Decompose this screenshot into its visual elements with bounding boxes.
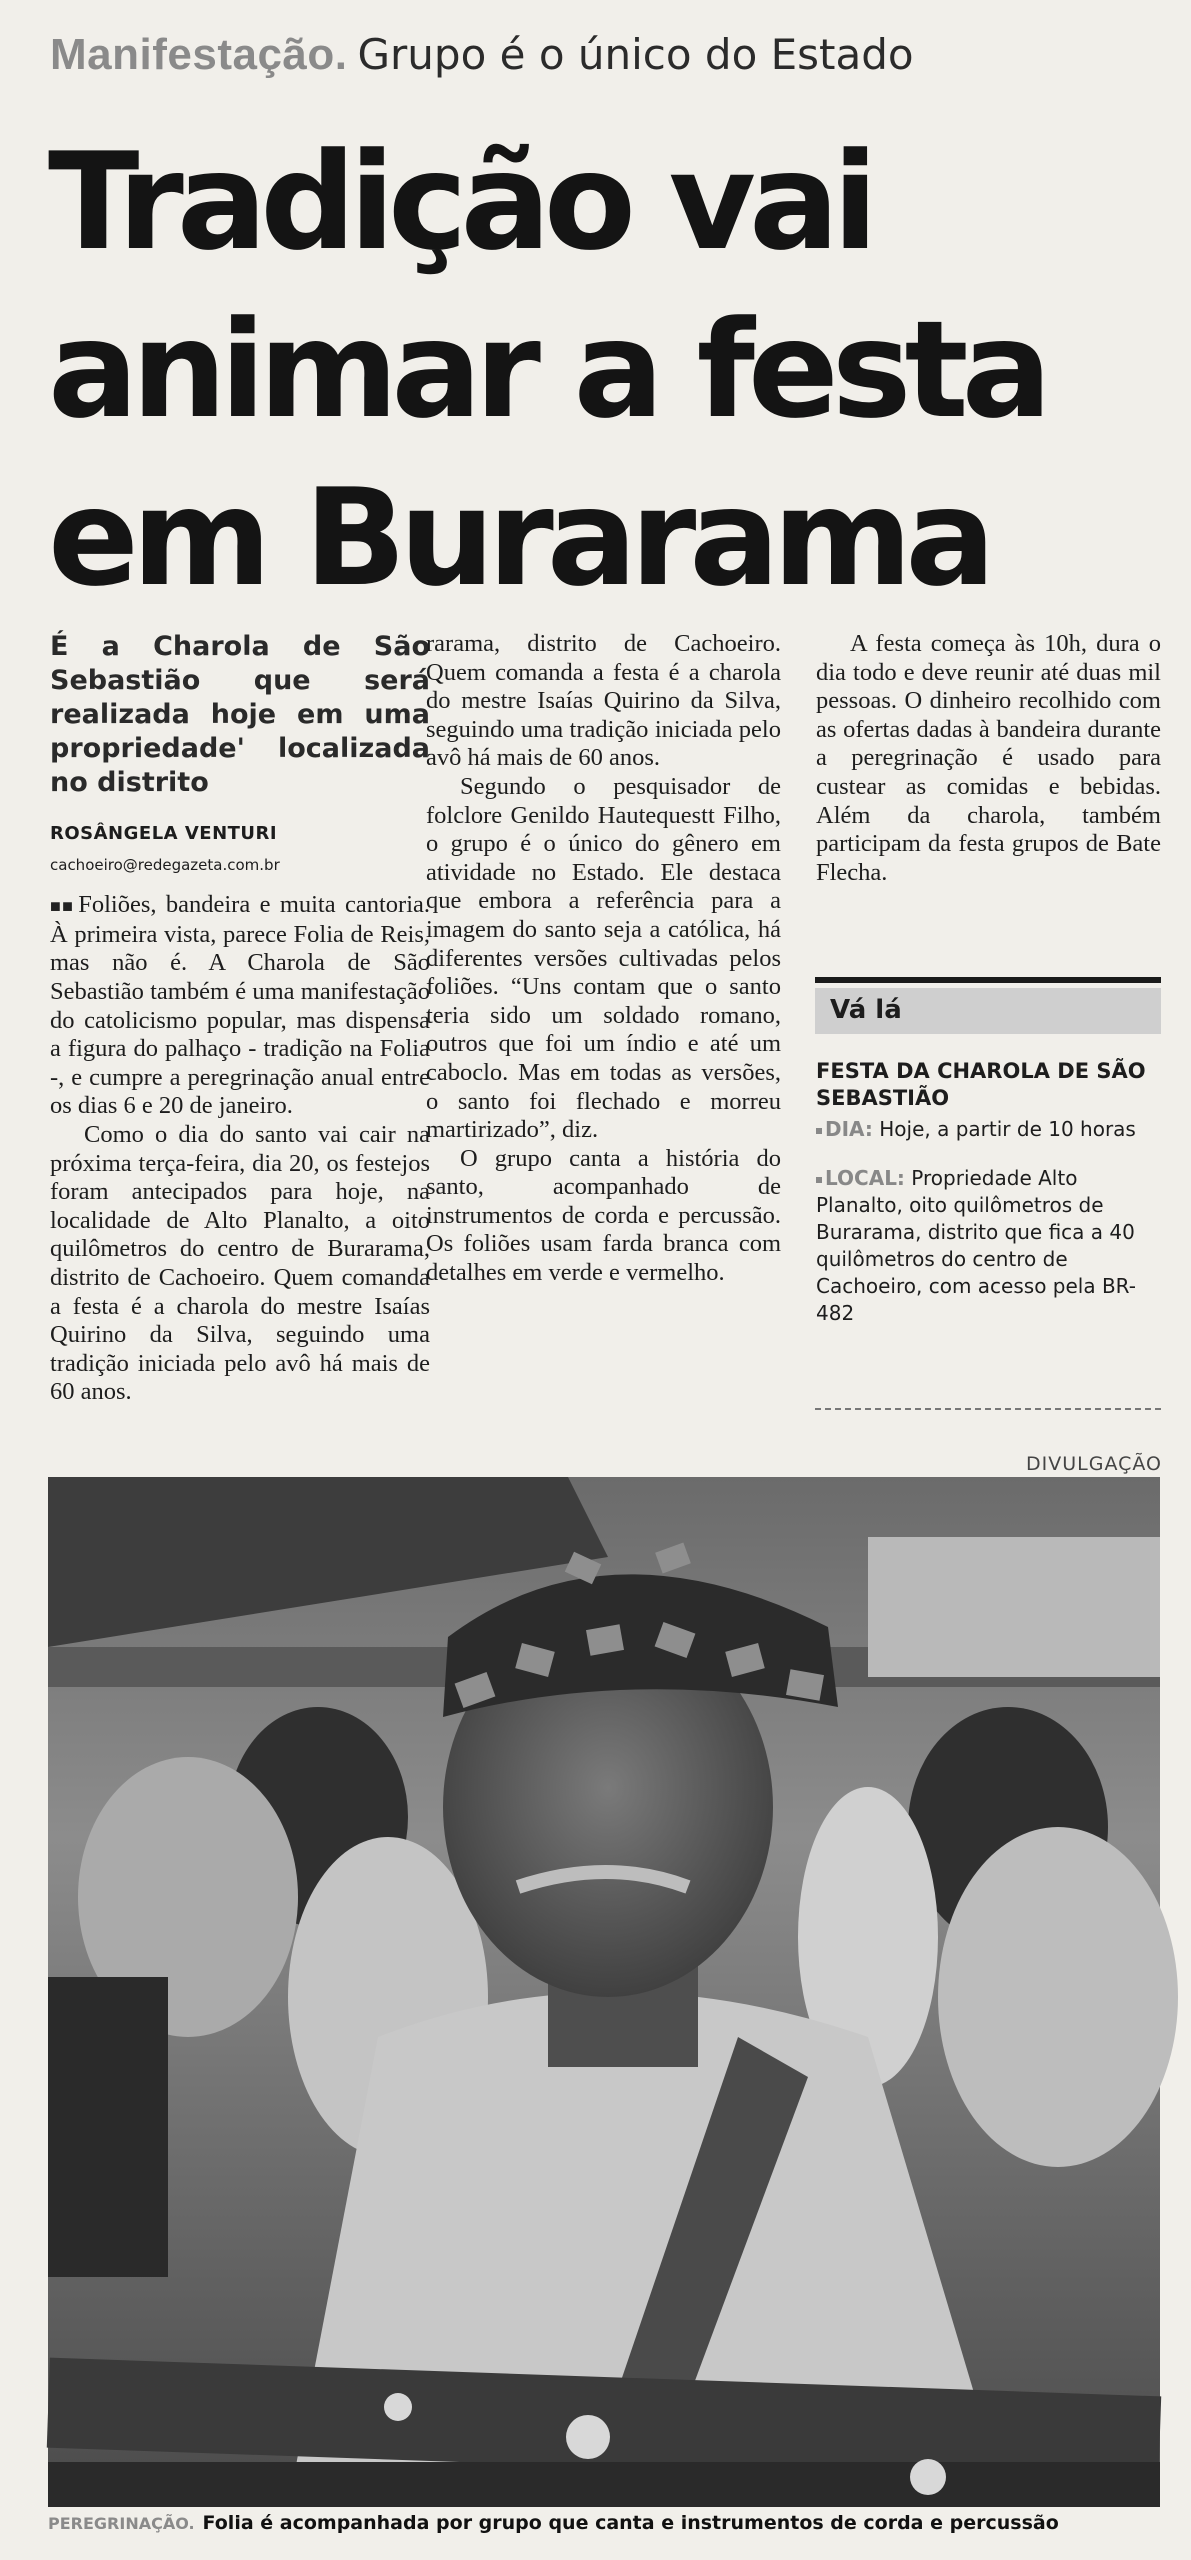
location-label: LOCAL: [825,1166,905,1190]
location-text: Propriedade Alto Planalto, oito quilômetros de Burarama, distrito que fica a 40 quilômetros do centro de Cachoeiro, com acesso pela BR-482 [816,1166,1136,1325]
deck: É a Charola de São Sebastião que será realizada hoje em uma propriedade' localizada no distrito [50,631,430,798]
square-bullet-icon [816,1177,822,1183]
headline [48,118,1158,622]
caption-text: Folia é acompanhada por grupo que canta e instrumentos de corda e percussão [202,2512,1059,2534]
photo-image [48,1477,1160,2507]
article-column-2 [426,630,781,1288]
byline-author: ROSÂNGELA VENTURI [50,823,278,844]
date-label: DIA: [825,1117,873,1141]
paragraph: Segundo o pesquisador de folclore Genildo Hautequestt Filho, o grupo é o único do gênero em atividade no Estado. Ele destaca que embora a referência para a imagem do santo seja a católica, há diferentes versões cultivadas pelos foliões. “Uns contam que o santo teria sido um soldado romano, outros que foi um índio e até um caboclo. Mas em todas as versões, o santo foi flechado e morreu martirizado”, diz. [426,772,781,1144]
box-title: Vá lá [830,995,902,1025]
event-date [816,1116,1161,1143]
paragraph-bullets-icon: ■■ [50,896,75,917]
article-column-1 [50,630,430,1406]
headline-line: animar a festa [48,292,1046,448]
box-rule [815,977,1161,983]
kicker-text: Grupo é o único do Estado [357,30,914,79]
event-name: FESTA DA CHAROLA DE SÃO SEBASTIÃO [816,1059,1146,1110]
photo-caption [48,2512,1160,2534]
paragraph-text: Foliões, bandeira e muita cantoria. À primeira vista, parece Folia de Reis, mas não é. A Charola de São Sebastião também é uma manifestação do catolicismo popular, mas dispensa a figura do palhaço - tradição na Folia -, e cumpre a peregrinação anual entre os dias 6 e 20 de janeiro. [50,891,430,1120]
photo-credit: DIVULGAÇÃO [1026,1453,1162,1475]
kicker [50,30,914,86]
event-info-box [816,1058,1161,1349]
paragraph-continued: rarama, distrito de Cachoeiro. Quem comanda a festa é a charola do mestre Isaías Quirino da Silva, seguindo uma tradição iniciada pelo avô há mais de 60 anos. [426,630,781,772]
byline-email: cachoeiro@redegazeta.com.br [50,855,280,874]
date-text: Hoje, a partir de 10 horas [879,1117,1136,1141]
photo [48,1477,1160,2507]
section-label: Manifestação. [50,30,348,79]
square-bullet-icon [816,1128,822,1134]
event-location [816,1165,1161,1327]
paragraph: A festa começa às 10h, dura o dia todo e deve reunir até duas mil pessoas. O dinheiro recolhido com as ofertas dadas à bandeira durante a peregrinação é usado para custear as comidas e bebidas. Além da charola, também participam da festa grupos de Bate Flecha. [816,630,1161,886]
article-column-3 [816,630,1161,887]
caption-label: PEREGRINAÇÃO. [48,2514,195,2533]
box-bottom-rule [815,1408,1161,1410]
paragraph: Como o dia do santo vai cair na próxima terça-feira, dia 20, os festejos foram antecipados para hoje, na localidade de Alto Planalto, a oito quilômetros do centro de Burarama, distrito de Cachoeiro. Quem comanda a festa é a charola do mestre Isaías Quirino da Silva, seguindo uma tradição iniciada pelo avô há mais de 60 anos. [50,1120,430,1406]
headline-line: Tradição vai [48,124,872,280]
paragraph [50,891,430,1121]
headline-line: em Burarama [48,460,989,616]
paragraph: O grupo canta a história do santo, acompanhado de instrumentos de corda e percussão. Os foliões usam farda branca com detalhes em verde e vermelho. [426,1144,781,1287]
